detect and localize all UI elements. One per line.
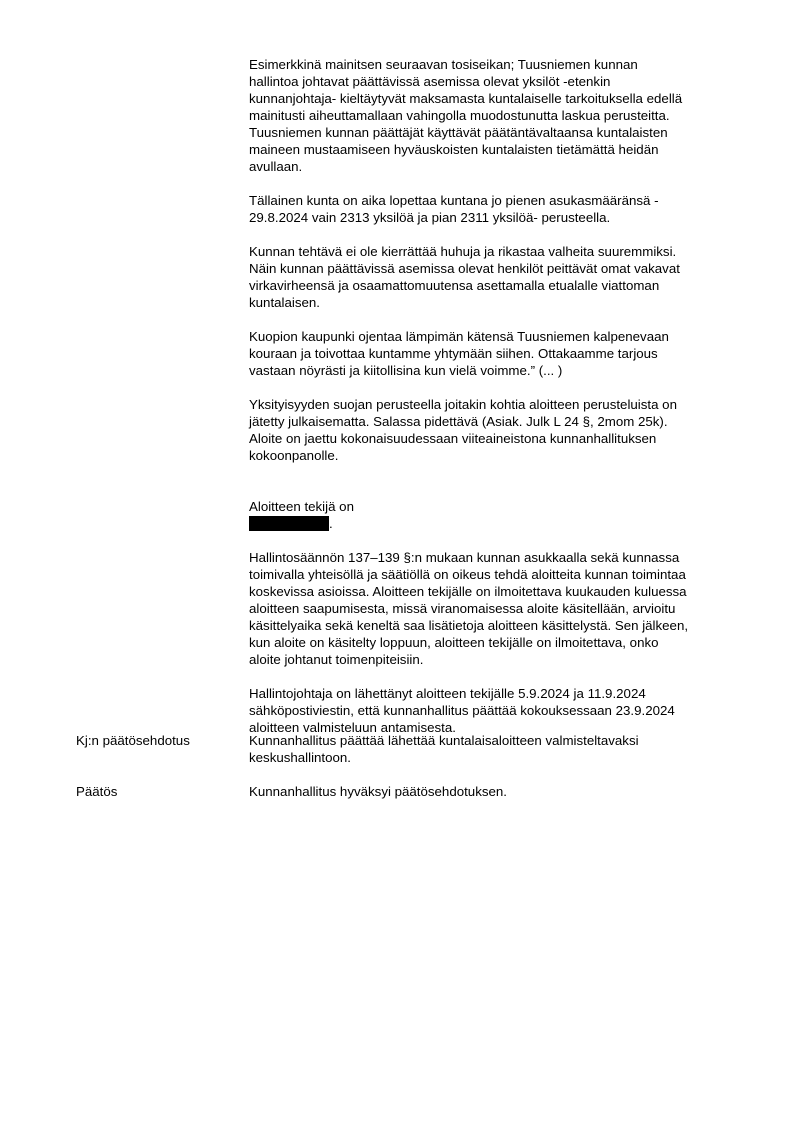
document-body <box>249 56 735 753</box>
redacted-name-block <box>249 516 329 531</box>
initiator-prefix: Aloitteen tekijä on <box>249 499 354 514</box>
paragraph-example: Esimerkkinä mainitsen seuraavan tosiseikan; Tuusniemen kunnan hallintoa johtavat päättävissä asemissa olevat yksilöt -etenkin kunnanjohtaja- kieltäytyvät maksamasta kuntalaiselle tarkoituksella edellä mainitusti aiheuttamallaan vahingolla muodostunutta laskua perusteitta. Tuusniemen kunnan päättäjät käyttävät päätäntävaltaansa kuntalaisten maineen mustaamiseen hyväuskoisten kuntalaisten tietämättä heidän avullaan. <box>249 57 683 174</box>
paragraph-email-notice: Hallintojohtaja on lähettänyt aloitteen tekijälle 5.9.2024 ja 11.9.2024 sähköpostiviestin, että kunnanhallitus päättää kokouksessaan 23.9.2024 aloitteen valmisteluun antamisesta. <box>249 686 675 735</box>
paragraph-privacy: Yksityisyyden suojan perusteella joitakin kohtia aloitteen perusteluista on jätetty julkaisematta. Salassa pidettävä (Asiak. Julk L 24 §, 2mom 25k). Aloite on jaettu kokonaisuudessaan viiteaineistona kunnanhallituksen kokoonpanolle. <box>249 397 677 463</box>
paragraph-initiator <box>249 481 735 532</box>
initiator-suffix: . <box>329 516 333 531</box>
decision-text: Kunnanhallitus hyväksyi päätösehdotuksen. <box>249 784 507 799</box>
paragraph-administrative-rules: Hallintosäännön 137–139 §:n mukaan kunnan asukkaalla sekä kunnassa toimivalla yhteisöllä ja säätiöllä on oikeus tehdä aloitteita kunnan toimintaa koskevissa asioissa. Aloitteen tekijälle on ilmoitettava kuukauden kuluessa aloitteen saapumisesta, missä viranomaisessa aloite käsitellään, arvioitu käsittelyaika sekä keneltä saa lisätietoja aloitteen käsittelystä. Sen jälkeen, kun aloite on käsitelty loppuun, aloitteen tekijälle on ilmoitettava, onko aloite johtanut toimenpiteisiin. <box>249 550 689 667</box>
paragraph-municipality-task: Kunnan tehtävä ei ole kierrättää huhuja ja rikastaa valheita suuremmiksi. Näin kunnan päättävissä asemissa olevat henkilöt peittävät omat vakavat virkavirheensä ja osaamattomuutensa asettamalla etualalle viattoman kuntalaisen. <box>249 244 680 310</box>
paragraph-population: Tällainen kunta on aika lopettaa kuntana jo pienen asukasmääränsä - 29.8.2024 vain 2313 yksilöä ja pian 2311 yksilöä- perusteella. <box>249 193 659 225</box>
decision-label: Päätös <box>76 784 118 799</box>
paragraph-kuopio: Kuopion kaupunki ojentaa lämpimän kätensä Tuusniemen kalpenevaan kouraan ja toivottaa kuntamme yhtymään siihen. Ottakaamme tarjous vastaan nöyrästi ja kiitollisina kun vielä voimme.” (... ) <box>249 329 669 378</box>
proposal-text: Kunnanhallitus päättää lähettää kuntalaisaloitteen valmisteltavaksi keskushallintoon. <box>249 733 639 765</box>
proposal-label: Kj:n päätösehdotus <box>76 733 190 748</box>
